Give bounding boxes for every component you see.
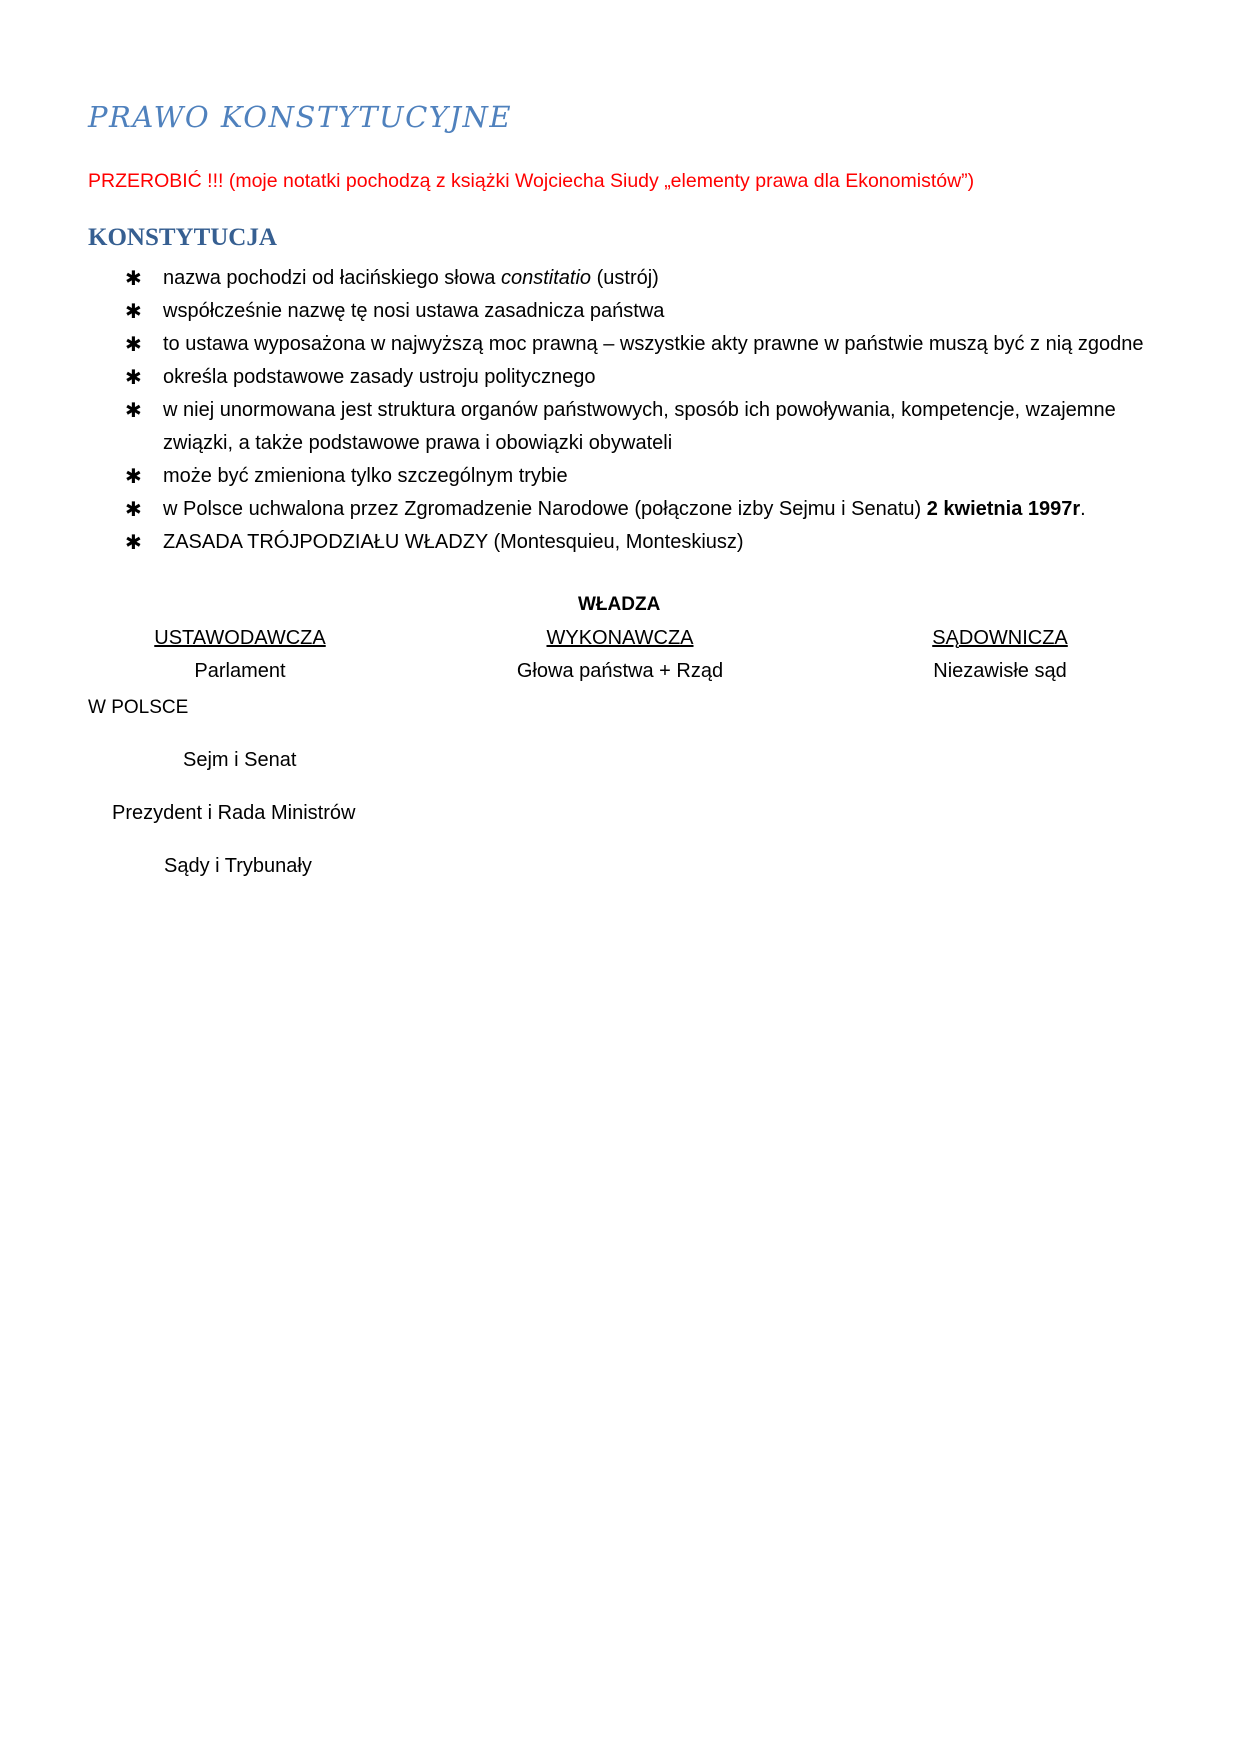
adoption-date: 2 kwietnia 1997r: [926, 498, 1081, 520]
bullet-item-principles: [88, 361, 1152, 394]
asterisk-bullet-icon: ✱: [125, 365, 142, 389]
bullet-item-separation: [88, 526, 1152, 559]
branch-name: USTAWODAWCZA: [154, 627, 326, 649]
latin-term: constitatio: [500, 267, 592, 289]
branch-organ: Parlament: [194, 660, 286, 682]
bullet-item-supreme-law: [88, 328, 1152, 361]
bullet-text: to ustawa wyposażona w najwyższą moc prawną – wszystkie akty prawne w państwie muszą być z nią zgodne: [163, 333, 1144, 355]
bullet-item-amendment: [88, 460, 1152, 493]
branch-judicial: [900, 622, 1100, 688]
bullet-text: ZASADA TRÓJPODZIAŁU WŁADZY (Montesquieu, Monteskiusz): [163, 531, 744, 553]
power-title: WŁADZA: [578, 594, 661, 615]
asterisk-bullet-icon: ✱: [125, 398, 142, 422]
asterisk-bullet-icon: ✱: [125, 299, 142, 323]
asterisk-bullet-icon: ✱: [125, 332, 142, 356]
branch-organ: Głowa państwa + Rząd: [516, 660, 724, 682]
bullet-item-modern-name: [88, 295, 1152, 328]
poland-executive-organ: Prezydent i Rada Ministrów: [112, 802, 356, 824]
branch-name: WYKONAWCZA: [546, 627, 694, 649]
bullet-text-end: (ustrój): [591, 267, 659, 289]
bullet-text: w niej unormowana jest struktura organów państwowych, sposób ich powoływania, kompetencje, wzajemne związki, a także podstawowe prawa i obowiązki obywateli: [163, 399, 1116, 454]
branch-organ: Niezawisłe sąd: [933, 660, 1067, 682]
bullet-list: [88, 262, 1152, 559]
document-title: PRAWO KONSTYTUCYJNE: [88, 100, 513, 134]
bullet-text: może być zmieniona tylko szczególnym trybie: [163, 465, 568, 487]
bullet-item-adoption: [88, 493, 1152, 526]
branch-executive: [500, 622, 740, 688]
asterisk-bullet-icon: ✱: [125, 464, 142, 488]
asterisk-bullet-icon: ✱: [125, 497, 142, 521]
bullet-text: nazwa pochodzi od łacińskiego słowa: [163, 267, 501, 289]
bullet-text-end: .: [1080, 498, 1086, 520]
bullet-text: współcześnie nazwę tę nosi ustawa zasadnicza państwa: [163, 300, 665, 322]
asterisk-bullet-icon: ✱: [125, 530, 142, 554]
poland-legislative-organ: Sejm i Senat: [183, 749, 297, 771]
poland-judicial-organ: Sądy i Trybunały: [164, 855, 312, 877]
bullet-item-structure: [88, 394, 1152, 460]
branch-legislative: [140, 622, 340, 688]
asterisk-bullet-icon: ✱: [125, 266, 142, 290]
bullet-text: określa podstawowe zasady ustroju politycznego: [163, 366, 596, 388]
bullet-item-origin: [88, 262, 1152, 295]
section-heading: KONSTYTUCJA: [88, 224, 277, 251]
branch-name: SĄDOWNICZA: [932, 627, 1068, 649]
in-poland-label: W POLSCE: [88, 697, 189, 718]
bullet-text: w Polsce uchwalona przez Zgromadzenie Narodowe (połączone izby Sejmu i Senatu): [163, 498, 927, 520]
rework-note: PRZEROBIĆ !!! (moje notatki pochodzą z książki Wojciecha Siudy „elementy prawa dla Ekonomistów”): [88, 170, 975, 192]
